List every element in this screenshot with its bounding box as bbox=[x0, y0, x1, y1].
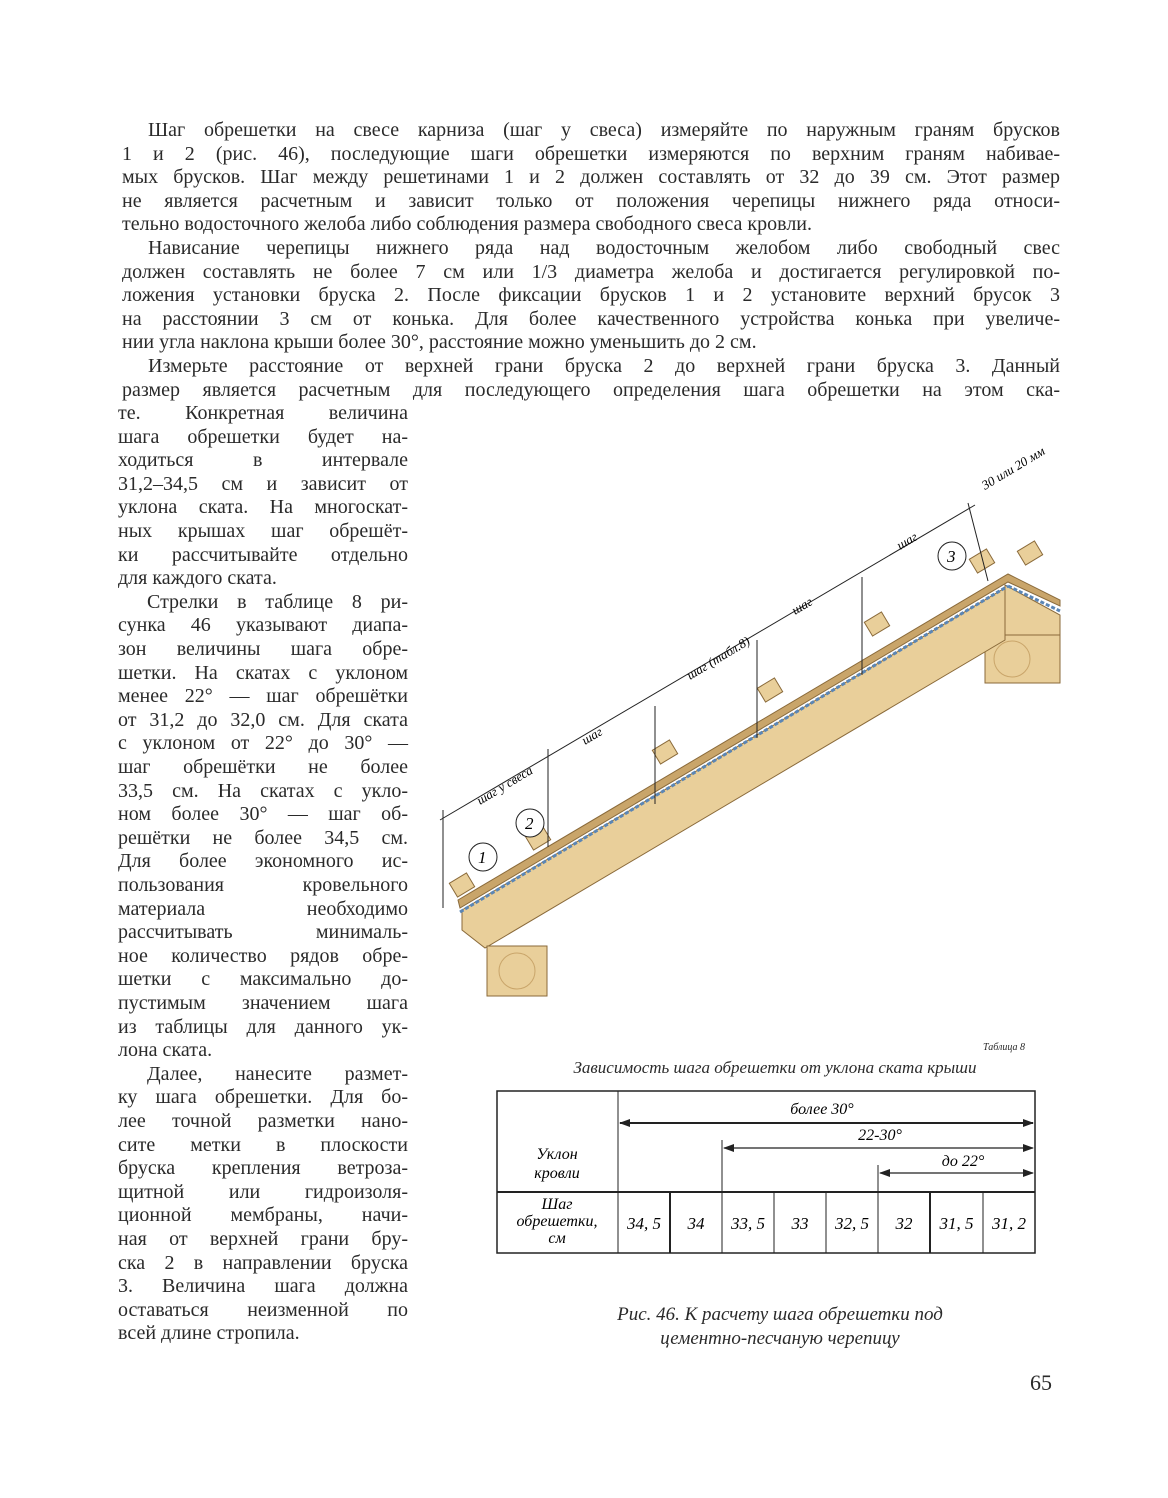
text-line: Для более экономного ис- bbox=[118, 850, 408, 873]
text-line: 31,2–34,5 см и зависит от bbox=[118, 472, 408, 495]
text-line: шетки. На скатах с уклоном bbox=[118, 661, 408, 684]
text-line: для каждого ската. bbox=[118, 567, 277, 590]
text-line: ная от верхней грани бру- bbox=[118, 1228, 408, 1250]
text-line: шаг обрешётки не более bbox=[118, 756, 408, 778]
text-line: ки рассчитывайте отдельно bbox=[118, 543, 408, 566]
table-value: 32 bbox=[895, 1214, 913, 1233]
dimension-label: шаг (табл.8) bbox=[683, 633, 753, 683]
text-line: лее точной разметки нано- bbox=[118, 1110, 408, 1132]
text-line: щитной или гидроизоля- bbox=[118, 1180, 408, 1203]
arrow-head bbox=[1023, 1169, 1034, 1177]
text-line: размер является расчетным для последующего определения шага обрешетки на этом ска- bbox=[122, 378, 1060, 401]
text-line: тельно водосточного желоба либо соблюдения размера свободного свеса кровли. bbox=[122, 213, 812, 236]
text-line: ное количество рядов обре- bbox=[118, 944, 408, 967]
batten bbox=[757, 678, 782, 702]
text-line: пользования кровельного bbox=[118, 874, 408, 896]
batten bbox=[1017, 541, 1042, 565]
table-value: 34, 5 bbox=[627, 1214, 661, 1233]
text-line: на расстоянии 3 см от конька. Для более качественного устройства конька при увеличе- bbox=[122, 307, 1060, 330]
table-value: 33, 5 bbox=[731, 1214, 765, 1233]
batten bbox=[652, 740, 677, 764]
text-line: с уклоном от 22° до 30° — bbox=[118, 732, 408, 755]
text-line: мых брусков. Шаг между решетинами 1 и 2 должен составлять от 32 до 39 см. Этот размер bbox=[122, 166, 1060, 189]
text-line: сунка 46 указывают диапа- bbox=[118, 614, 408, 637]
text-line: менее 22° — шаг обрешётки bbox=[118, 685, 408, 708]
text-line: ных крышах шаг обрешёт- bbox=[118, 520, 408, 542]
text-line: ном более 30° — шаг об- bbox=[118, 803, 408, 826]
text-line: рассчитывать минималь- bbox=[118, 921, 408, 944]
text-line: Стрелки в таблице 8 ри- bbox=[147, 590, 408, 613]
page-number: 65 bbox=[1030, 1370, 1052, 1395]
figure-caption bbox=[500, 1303, 1060, 1351]
text-line: ложения установки бруска 2. После фиксации брусков 1 и 2 установите верхний брусок 3 bbox=[122, 284, 1060, 307]
text-line: 1 и 2 (рис. 46), последующие шаги обрешетки измеряются по верхним граням набивае- bbox=[122, 142, 1060, 165]
dimension-label: 30 или 20 мм bbox=[978, 443, 1048, 493]
row-header: кровли bbox=[534, 1165, 580, 1182]
text-line: лона ската. bbox=[118, 1039, 213, 1062]
text-line: Измерьте расстояние от верхней грани бруска 2 до верхней грани бруска 3. Данный bbox=[148, 355, 1060, 377]
text-line: Шаг обрешетки на свесе карниза (шаг у свеса) измеряйте по наружным граням брусков bbox=[148, 119, 1060, 141]
dimension-label: шаг у свеса bbox=[473, 762, 536, 808]
arrow-head bbox=[723, 1144, 734, 1152]
text-line: бруска крепления ветроза- bbox=[118, 1157, 408, 1180]
arrow-head bbox=[879, 1169, 890, 1177]
text-line: 33,5 см. На скатах с укло- bbox=[118, 779, 408, 802]
text-line: Нависание черепицы нижнего ряда над водосточным желобом либо свободный свес bbox=[148, 237, 1060, 259]
text-line: ционной мембраны, начи- bbox=[118, 1204, 408, 1227]
text-line: пустимым значением шага bbox=[118, 992, 408, 1014]
batten bbox=[969, 549, 994, 573]
dimension-label: шаг bbox=[578, 723, 605, 748]
caption-line: цементно-песчаную черепицу bbox=[660, 1328, 900, 1349]
row-header: см bbox=[548, 1230, 566, 1247]
text-line: зон величины шага обре- bbox=[118, 638, 408, 660]
table-value: 31, 2 bbox=[992, 1214, 1026, 1233]
arrow-head bbox=[1023, 1119, 1034, 1127]
text-line: ска 2 в направлении бруска bbox=[118, 1251, 408, 1274]
text-line: нии угла наклона крыши более 30°, расстояние можно уменьшить до 2 см. bbox=[122, 331, 757, 354]
text-line: ку шага обрешетки. Для бо- bbox=[118, 1086, 408, 1109]
table-value: 34 bbox=[687, 1214, 705, 1233]
range-label: до 22° bbox=[941, 1153, 985, 1170]
dimension-label: шаг bbox=[788, 593, 815, 618]
text-line: шага обрешетки будет на- bbox=[118, 425, 408, 448]
dimension-label: шаг bbox=[893, 528, 920, 553]
arrow-head bbox=[1023, 1144, 1034, 1152]
text-line: из таблицы для данного ук- bbox=[118, 1015, 408, 1038]
text-line: те. Конкретная величина bbox=[118, 402, 408, 424]
table-value: 31, 5 bbox=[939, 1214, 974, 1233]
table-title: Зависимость шага обрешетки от уклона ската крыши bbox=[573, 1058, 977, 1077]
table-number: Таблица 8 bbox=[983, 1042, 1025, 1053]
text-line: 3. Величина шага должна bbox=[118, 1275, 408, 1298]
batten-number: 2 bbox=[525, 814, 534, 833]
table-value: 32, 5 bbox=[835, 1214, 869, 1233]
batten-number: 3 bbox=[947, 547, 956, 566]
text-line: должен составлять не более 7 см или 1/3 диаметра желоба и достигается регулировкой по- bbox=[122, 260, 1060, 283]
text-line: от 31,2 до 32,0 см. Для ската bbox=[118, 708, 408, 731]
text-line: шетки с максимально до- bbox=[118, 968, 408, 991]
row-header: Шаг bbox=[541, 1196, 573, 1213]
row-header: обрешетки, bbox=[516, 1213, 598, 1230]
text-line: решётки не более 34,5 см. bbox=[118, 826, 408, 849]
text-line: оставаться неизменной по bbox=[118, 1298, 408, 1321]
text-line: сите метки в плоскости bbox=[118, 1133, 408, 1156]
arrow-head bbox=[619, 1119, 630, 1127]
range-label: 22-30° bbox=[858, 1127, 902, 1144]
text-line: материала необходимо bbox=[118, 897, 408, 920]
batten-number: 1 bbox=[478, 848, 487, 867]
batten bbox=[864, 612, 889, 636]
text-line: Далее, нанесите размет- bbox=[147, 1062, 408, 1085]
caption-line: Рис. 46. К расчету шага обрешетки под bbox=[617, 1304, 943, 1325]
table-value: 33 bbox=[791, 1214, 809, 1233]
text-line: уклона ската. На многоскат- bbox=[118, 496, 408, 519]
text-line: не является расчетным и зависит только от положения черепицы нижнего ряда относи- bbox=[122, 189, 1060, 212]
text-line: всей длине стропила. bbox=[118, 1322, 300, 1345]
range-label: более 30° bbox=[790, 1101, 854, 1118]
text-line: ходиться в интервале bbox=[118, 449, 408, 472]
row-header: Уклон bbox=[536, 1146, 578, 1163]
